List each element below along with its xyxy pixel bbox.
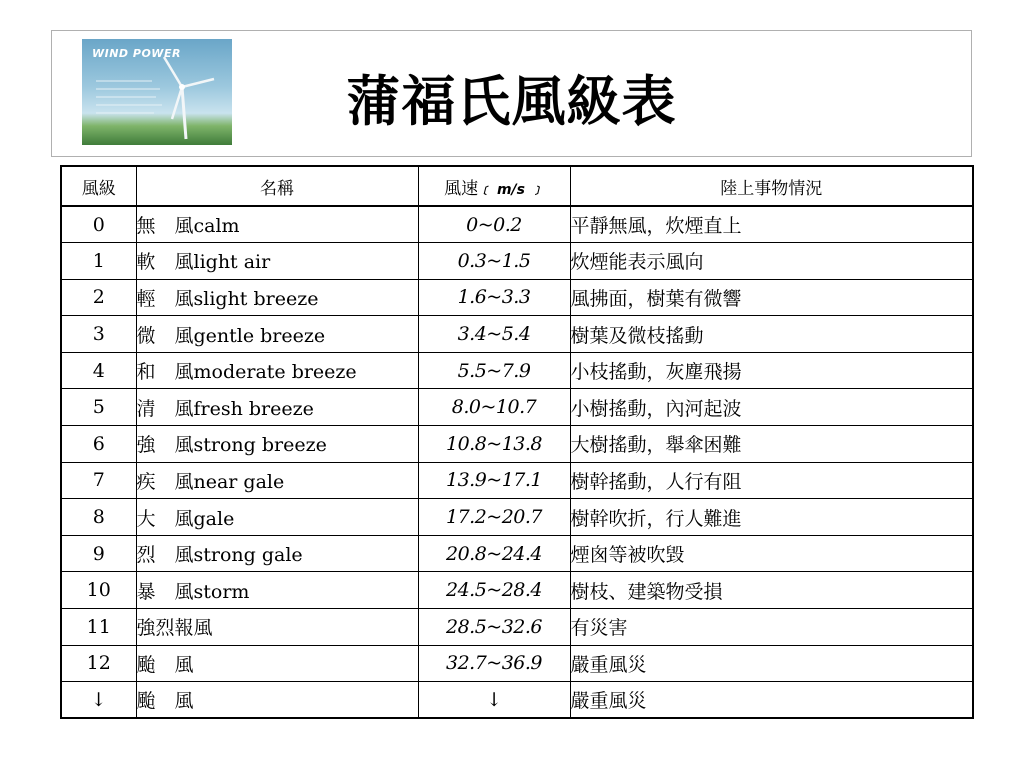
cell-level: 2 [61,279,136,316]
cell-level: 0 [61,206,136,243]
header-conditions: 陸上事物情況 [570,166,973,206]
table-row [61,645,973,682]
cell-speed: 20.8~24.4 [418,535,570,572]
table-row [61,206,973,243]
cell-name: 軟 風light air [136,243,418,280]
cell-conditions: 樹葉及微枝搖動 [570,316,973,353]
cell-conditions: 煙囪等被吹毀 [570,535,973,572]
cell-level: ↓ [61,682,136,719]
header-name: 名稱 [136,166,418,206]
cell-level: 10 [61,572,136,609]
table-row [61,389,973,426]
cell-name: 清 風fresh breeze [136,389,418,426]
cell-name: 強烈報風 [136,609,418,646]
cell-level: 9 [61,535,136,572]
table-row [61,572,973,609]
header-speed [418,166,570,206]
cell-conditions: 有災害 [570,609,973,646]
cell-speed: 1.6~3.3 [418,279,570,316]
table-row [61,682,973,719]
cell-speed: 0~0.2 [418,206,570,243]
cell-conditions: 炊煙能表示風向 [570,243,973,280]
table-row [61,426,973,463]
cell-conditions: 嚴重風災 [570,682,973,719]
cell-level: 7 [61,462,136,499]
table-row [61,352,973,389]
cell-conditions: 風拂面，樹葉有微響 [570,279,973,316]
cell-name: 無 風calm [136,206,418,243]
cell-speed: 24.5~28.4 [418,572,570,609]
cell-name: 強 風strong breeze [136,426,418,463]
header-level: 風級 [61,166,136,206]
cell-name: 颱 風 [136,682,418,719]
cell-conditions: 樹枝、建築物受損 [570,572,973,609]
cell-speed: 10.8~13.8 [418,426,570,463]
cell-speed: 0.3~1.5 [418,243,570,280]
beaufort-scale-table [60,165,974,719]
cell-level: 8 [61,499,136,536]
title-banner [51,30,972,157]
cell-speed: ↓ [418,682,570,719]
cell-speed: 13.9~17.1 [418,462,570,499]
cell-speed: 5.5~7.9 [418,352,570,389]
cell-conditions: 小枝搖動，灰塵飛揚 [570,352,973,389]
table-row [61,535,973,572]
cell-name: 颱 風 [136,645,418,682]
cell-level: 4 [61,352,136,389]
cell-level: 3 [61,316,136,353]
cell-level: 6 [61,426,136,463]
page-title: 蒲福氏風級表 [346,69,677,133]
table-row [61,316,973,353]
cell-level: 12 [61,645,136,682]
cell-speed: 3.4~5.4 [418,316,570,353]
cell-conditions: 小樹搖動，內河起波 [570,389,973,426]
cell-name: 和 風moderate breeze [136,352,418,389]
table-row [61,609,973,646]
table-row [61,462,973,499]
cell-level: 5 [61,389,136,426]
cell-speed: 17.2~20.7 [418,499,570,536]
cell-speed: 32.7~36.9 [418,645,570,682]
cell-name: 烈 風strong gale [136,535,418,572]
cell-speed: 8.0~10.7 [418,389,570,426]
cell-speed: 28.5~32.6 [418,609,570,646]
cell-name: 輕 風slight breeze [136,279,418,316]
cell-conditions: 平靜無風，炊煙直上 [570,206,973,243]
cell-name: 疾 風near gale [136,462,418,499]
cell-conditions: 樹幹吹折，行人難進 [570,499,973,536]
table-row [61,279,973,316]
cell-conditions: 樹幹搖動，人行有阻 [570,462,973,499]
header-speed-label: 風速 [444,178,479,199]
cell-name: 暴 風storm [136,572,418,609]
cell-conditions: 大樹搖動，舉傘困難 [570,426,973,463]
header-speed-unit: ﹝ m/s ﹞ [478,181,544,198]
cell-level: 11 [61,609,136,646]
logo-text: WIND POWER [92,47,181,60]
cell-name: 大 風gale [136,499,418,536]
cell-level: 1 [61,243,136,280]
table-header-row [61,166,973,206]
cell-conditions: 嚴重風災 [570,645,973,682]
table-row [61,499,973,536]
table-row [61,243,973,280]
cell-name: 微 風gentle breeze [136,316,418,353]
